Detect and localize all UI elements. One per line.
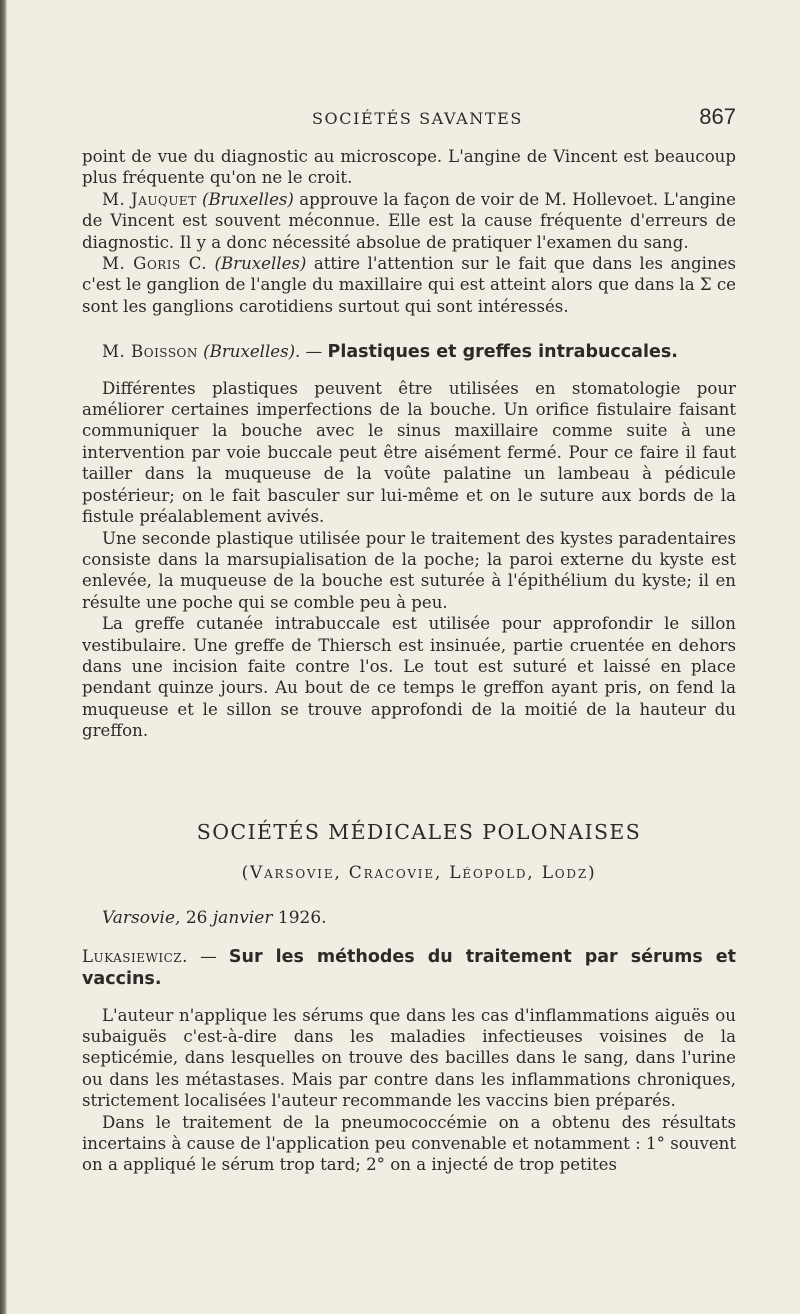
author-name: M. Jauquet — [102, 189, 197, 209]
dateline-day: 26 — [185, 908, 208, 929]
paragraph-jauquet — [82, 189, 736, 253]
article-title: Sur les méthodes du traitement par sérums et vaccins. — [82, 946, 736, 990]
running-head: SOCIÉTÉS SAVANTES — [312, 109, 523, 128]
dateline — [82, 908, 736, 929]
section-subtitle: (Varsovie, Cracovie, Léopold, Lodz) — [241, 862, 597, 883]
author-name: Lukasiewicz. — [82, 946, 188, 966]
paragraph-goris — [82, 253, 736, 317]
page-header — [82, 106, 736, 136]
article-heading-lukasiewicz — [82, 946, 736, 991]
dateline-year: 1926. — [277, 908, 327, 929]
article-paragraph: Différentes plastiques peuvent être utilisées en stomatologie pour améliorer certaines imperfections de la bouche. Un orifice fistulaire faisant communiquer la bouche avec le sinus maxillaire comme suite à une intervention par voie buccale peut être aisément fermé. Pour ce faire il faut tailler dans la muqueuse de la voûte palatine un lambeau à pédicule postérieur; on le fait basculer sur lui-même et on le suture aux bords de la fistule préalablement avivés. — [82, 378, 736, 527]
article-paragraph: L'auteur n'applique les sérums que dans les cas d'inflammations aiguës ou subaiguës c'est-à-dire dans les maladies infectieuses voisines de la septicémie, dans lesquelles on trouve des bacilles dans le sang, dans l'urine ou dans les métastases. Mais par contre dans les inflammations chroniques, strictement localisées l'auteur recommande les vaccins bien préparés. — [82, 1005, 736, 1111]
article-paragraph: La greffe cutanée intrabuccale est utilisée pour approfondir le sillon vestibulaire. Une greffe de Thiersch est insinuée, partie cruentée en dehors dans une incision faite contre l'os. Le tout est suturé et laissé en place pendant quinze jours. Au bout de ce temps le greffon ayant pris, on fend la muqueuse et le sillon se trouve approfondi de la moitié de la hauteur du greffon. — [82, 614, 736, 741]
paragraph-continuation: point de vue du diagnostic au microscope. L'angine de Vincent est beaucoup plus fréquente qu'on ne le croit. — [82, 147, 736, 188]
paragraph-text: approuve la façon de voir de M. Hollevoet. L'angine de Vincent est souvent méconnue. Elle est la cause fréquente d'erreurs de diagnostic. Il y a donc nécessité absolue de pratiquer l'examen du sang. — [82, 189, 736, 252]
dateline-city: Varsovie, — [102, 908, 181, 929]
dateline-month: janvier — [212, 908, 273, 929]
article-title: Plastiques et greffes intrabuccales. — [327, 342, 678, 363]
heading-dash: — — [305, 342, 323, 362]
article-heading-boisson — [82, 341, 736, 363]
heading-dash: — — [200, 946, 217, 966]
article-paragraph: Dans le traitement de la pneumococcémie on a obtenu des résultats incertains à cause de l'application peu convenable et notamment : 1° souvent on a appliqué le sérum trop tard; 2° on a injecté de trop petites — [82, 1112, 736, 1175]
section-title: SOCIÉTÉS MÉDICALES POLONAISES — [196, 819, 642, 844]
author-city: (Bruxelles) — [214, 254, 307, 274]
paragraph-text: attire l'attention sur le fait que dans les angines c'est le ganglion de l'angle du maxillaire qui est atteint alors que dans la Σ ce sont les ganglions carotidiens surtout qui sont intéressés. — [82, 254, 736, 316]
author-city: (Bruxelles). — [203, 342, 301, 362]
author-name: M. Boisson — [102, 342, 198, 362]
author-name: M. Goris C. — [102, 254, 208, 274]
article-paragraph: Une seconde plastique utilisée pour le traitement des kystes paradentaires consiste dans la marsupialisation de la poche; la paroi externe du kyste est enlevée, la muqueuse de la bouche est suturée à l'épithélium du kyste; il en résulte une poche qui se comble peu à peu. — [82, 528, 736, 612]
page-body — [82, 146, 736, 1176]
page-number: 867 — [699, 104, 736, 129]
author-city: (Bruxelles) — [202, 189, 294, 209]
